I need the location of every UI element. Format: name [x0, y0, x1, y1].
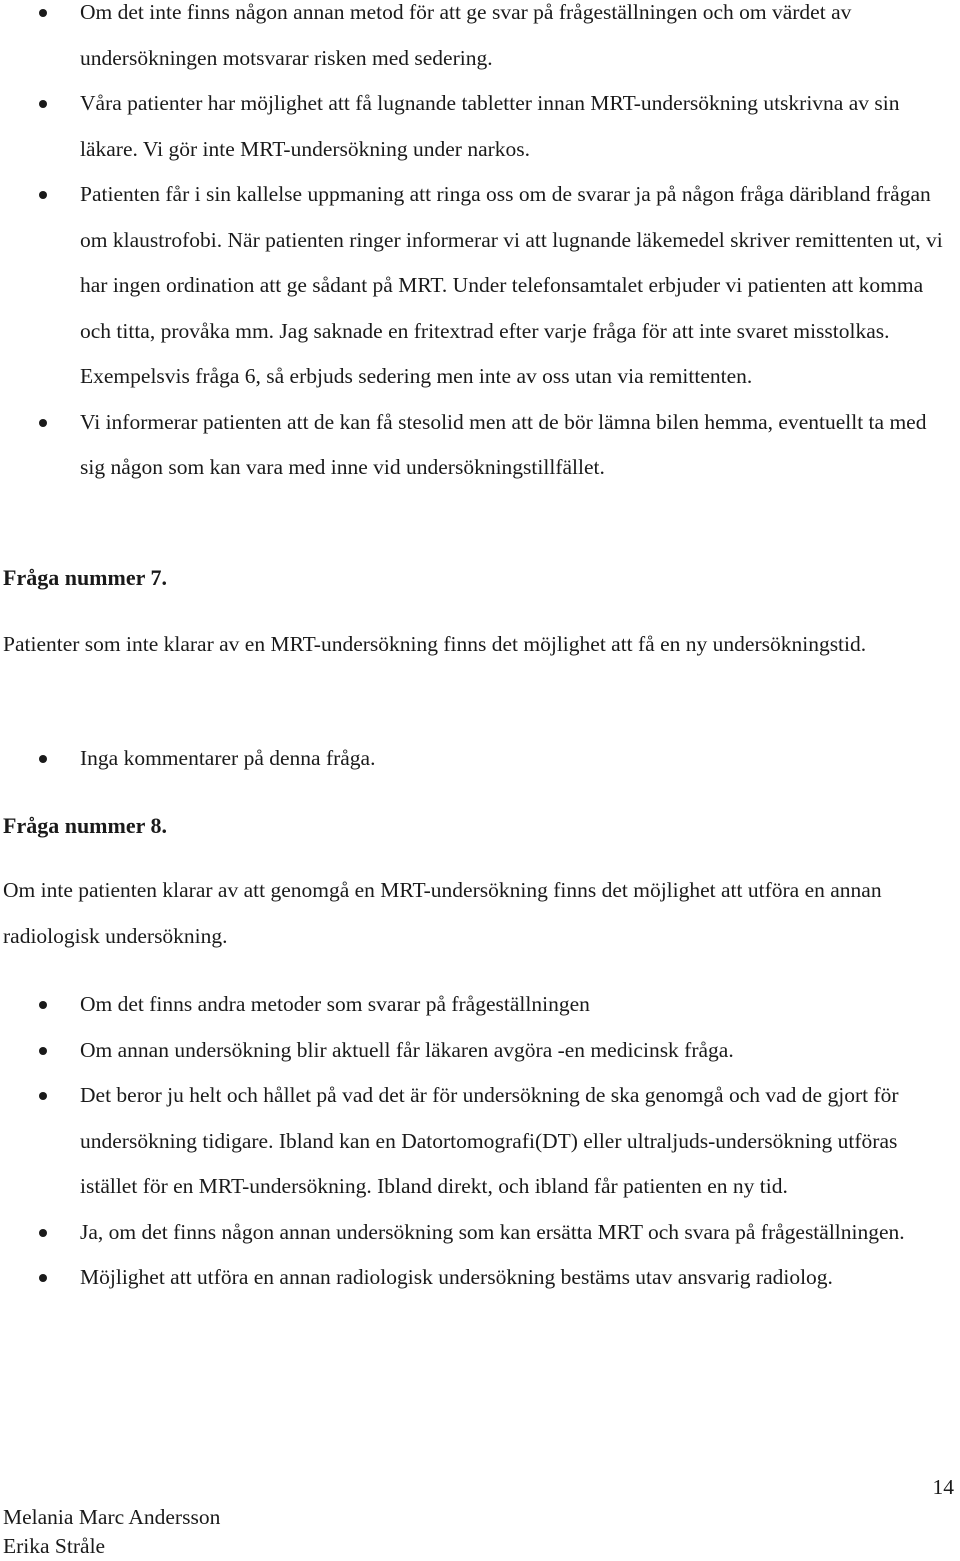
footer-author-2: Erika Stråle: [3, 1534, 106, 1558]
footer-author-1: Melania Marc Andersson: [3, 1505, 221, 1529]
list-item: [0, 736, 960, 782]
list-item-text: Våra patienter har möjlighet att få lugnande tabletter innan MRT-undersökning utskrivna av sin läkare. Vi gör inte MRT-undersökning under narkos.: [80, 91, 900, 161]
bullet-icon: [39, 755, 47, 763]
list-item: [0, 1210, 960, 1256]
bullet-icon: [39, 1274, 47, 1282]
list-item: [0, 172, 960, 400]
list-item-text: Om det inte finns någon annan metod för att ge svar på frågeställningen och om värdet av undersökningen motsvarar risken med sedering.: [80, 0, 852, 70]
question-8-text: Om inte patienten klarar av att genomgå en MRT-undersökning finns det möjlighet att utföra en annan radiologisk undersökning.: [3, 878, 882, 948]
question-7-text: Patienter som inte klarar av en MRT-undersökning finns det möjlighet att få en ny undersökningstid.: [3, 632, 867, 656]
list-item-text: Det beror ju helt och hållet på vad det är för undersökning de ska genomgå och vad de gjort för undersökning tidigare. Ibland kan en Datortomografi(DT) eller ultraljuds-undersökning utföras istället för en MRT-undersökning. Ibland direkt, och ibland får patienten en ny tid.: [80, 1083, 899, 1198]
list-item-text: Möjlighet att utföra en annan radiologisk undersökning bestäms utav ansvarig radiolog.: [80, 1265, 833, 1289]
answer-list-continued: [0, 0, 960, 491]
list-item: [0, 0, 960, 81]
list-item: [0, 982, 960, 1028]
section-heading-question-8: Fråga nummer 8.: [3, 813, 167, 838]
bullet-icon: [39, 1092, 47, 1100]
bullet-icon: [39, 1001, 47, 1009]
list-item-text: Inga kommentarer på denna fråga.: [80, 746, 376, 770]
bullet-icon: [39, 9, 47, 17]
bullet-icon: [39, 191, 47, 199]
bullet-icon: [39, 1229, 47, 1237]
answer-list-question-7: [0, 736, 960, 782]
list-item-text: Ja, om det finns någon annan undersökning som kan ersätta MRT och svara på frågeställningen.: [80, 1219, 905, 1244]
bullet-icon: [39, 419, 47, 427]
list-item: [0, 81, 960, 172]
page-number: 14: [932, 1475, 954, 1499]
list-item-text: Om det finns andra metoder som svarar på frågeställningen: [80, 992, 590, 1016]
answer-list-question-8: [0, 982, 960, 1301]
list-item: [0, 1073, 960, 1210]
section-heading-question-7: Fråga nummer 7.: [3, 565, 167, 590]
bullet-icon: [39, 100, 47, 108]
list-item: [0, 400, 960, 491]
list-item: [0, 1028, 960, 1074]
list-item-text: Om annan undersökning blir aktuell får läkaren avgöra -en medicinsk fråga.: [80, 1037, 734, 1062]
list-item-text: Patienten får i sin kallelse uppmaning att ringa oss om de svarar ja på någon fråga däribland frågan om klaustrofobi. När patienten ringer informerar vi att lugnande läkemedel skriver remittenten ut, vi har ingen ordination att ge sådant på MRT. Under telefonsamtalet erbjuder vi patienten att komma och titta, provåka mm. Jag saknade en fritextrad efter varje fråga för att inte svaret misstolkas. Exempelsvis fråga 6, så erbjuds sedering men inte av oss utan via remittenten.: [80, 182, 943, 388]
list-item: [0, 1255, 960, 1301]
list-item-text: Vi informerar patienten att de kan få stesolid men att de bör lämna bilen hemma, eventuellt ta med sig någon som kan vara med inne vid undersökningstillfället.: [80, 409, 927, 479]
bullet-icon: [39, 1047, 47, 1055]
